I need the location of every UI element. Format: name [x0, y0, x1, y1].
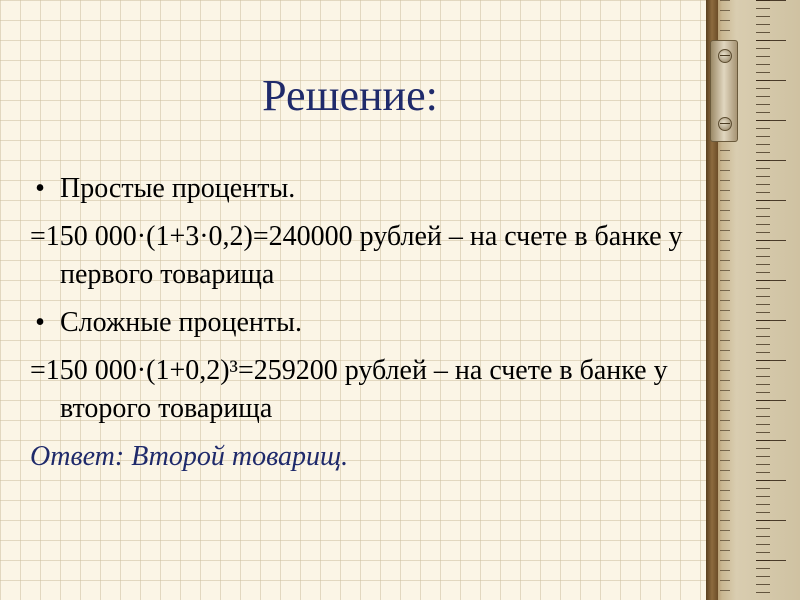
bullet-text: Сложные проценты. [60, 307, 302, 338]
calculation-compound-interest: =150 000·(1+0,2)³=259200 рублей – на счете в банке у второго товарища [30, 355, 668, 424]
bullet-icon: • [35, 307, 45, 338]
ruler-clip [710, 40, 738, 142]
screw-icon [718, 117, 732, 131]
bullet-icon: • [35, 173, 45, 204]
screw-icon [718, 49, 732, 63]
slide-title: Решение: [262, 71, 438, 120]
ruler-icon [706, 0, 800, 600]
bullet-text: Простые проценты. [60, 173, 296, 204]
calculation-simple-interest: =150 000·(1+3·0,2)=240000 рублей – на счете в банке у первого товарища [30, 221, 683, 290]
ruler-ticks-long [756, 0, 786, 600]
answer-text: Ответ: Второй товарищ. [30, 441, 349, 472]
slide-body [30, 170, 690, 486]
bullet-item-simple-interest [30, 170, 690, 208]
bullet-item-compound-interest [30, 304, 690, 342]
